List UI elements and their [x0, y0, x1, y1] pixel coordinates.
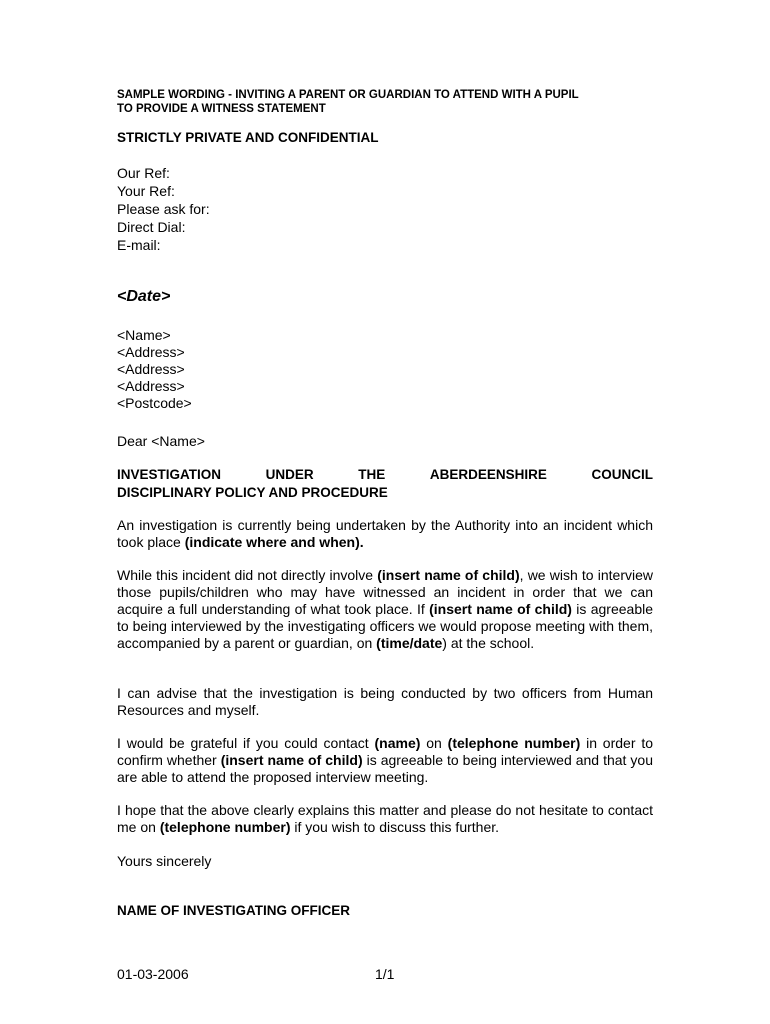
signature-name: NAME OF INVESTIGATING OFFICER: [117, 903, 351, 918]
address-line: <Address>: [117, 344, 185, 360]
subject-word: THE: [358, 467, 386, 482]
address-name: <Name>: [117, 327, 171, 343]
document-heading: [117, 88, 657, 116]
document-heading-line2: TO PROVIDE A WITNESS STATEMENT: [117, 103, 326, 115]
paragraph-text: , we wish to interview those pupils/children who may have witnessed an incident in order that we can acquire a full understanding of what took place. If: [117, 567, 653, 617]
subject-word: ABERDEENSHIRE: [429, 467, 547, 482]
paragraph-text: is agreeable to being interviewed by the investigating officers we would propose meeting with them, accompanied by a parent or guardian, on: [117, 601, 653, 651]
paragraph-text: if you wish to discuss this further.: [290, 819, 500, 835]
subject-line2: DISCIPLINARY POLICY AND PROCEDURE: [117, 485, 388, 500]
placeholder-child-name: (insert name of child): [429, 601, 572, 617]
paragraph-text: is agreeable to being interviewed and that you are able to attend the proposed interview meeting.: [117, 752, 654, 785]
paragraph-text: on: [420, 735, 448, 751]
confidential-marking: STRICTLY PRIVATE AND CONFIDENTIAL: [117, 130, 379, 145]
placeholder-telephone: (telephone number): [447, 735, 581, 751]
subject-word: UNDER: [265, 467, 314, 482]
our-ref: Our Ref:: [117, 165, 170, 181]
footer-page-number: 1/1: [375, 966, 395, 982]
please-ask-for: Please ask for:: [117, 201, 210, 217]
placeholder-time-date: (time/date: [376, 635, 443, 651]
direct-dial: Direct Dial:: [117, 219, 186, 235]
placeholder-child-name: (insert name of child): [377, 567, 520, 583]
paragraph-closing: [117, 802, 653, 836]
address-line: <Address>: [117, 378, 185, 394]
address-line: <Address>: [117, 361, 185, 377]
placeholder-telephone: (telephone number): [159, 819, 291, 835]
document-heading-line1: SAMPLE WORDING - INVITING A PARENT OR GUARDIAN TO ATTEND WITH A PUPIL: [117, 89, 579, 101]
paragraph-text: I hope that the above clearly explains this matter and please do not hesitate to contact me on: [117, 802, 653, 835]
placeholder-child-name: (insert name of child): [220, 752, 363, 768]
placeholder-where-when: (indicate where and when).: [184, 534, 364, 550]
subject-line1: [117, 466, 653, 484]
email-ref: E-mail:: [117, 237, 161, 253]
reference-block: [117, 164, 210, 254]
paragraph-text: An investigation is currently being undertaken by the Authority into an incident which took place: [117, 517, 653, 550]
recipient-address: [117, 327, 192, 412]
paragraph-request: [117, 567, 653, 652]
footer-date: 01-03-2006: [117, 966, 189, 982]
subject-heading: [117, 466, 653, 502]
address-postcode: <Postcode>: [117, 395, 192, 411]
complimentary-close: Yours sincerely: [117, 853, 212, 869]
subject-word: INVESTIGATION: [117, 467, 222, 482]
paragraph-text: I would be grateful if you could contact: [117, 735, 375, 751]
subject-word: COUNCIL: [591, 467, 653, 482]
salutation: Dear <Name>: [117, 433, 205, 449]
placeholder-name: (name): [374, 735, 421, 751]
paragraph-text: ) at the school.: [442, 635, 535, 651]
letter-date: <Date>: [117, 288, 171, 305]
paragraph-text: in order to confirm whether: [117, 735, 653, 768]
your-ref: Your Ref:: [117, 183, 175, 199]
paragraph-officers: I can advise that the investigation is being conducted by two officers from Human Resources and myself.: [117, 685, 653, 718]
paragraph-incident: [117, 517, 653, 551]
paragraph-contact: [117, 735, 653, 786]
paragraph-text: While this incident did not directly involve: [117, 567, 378, 583]
